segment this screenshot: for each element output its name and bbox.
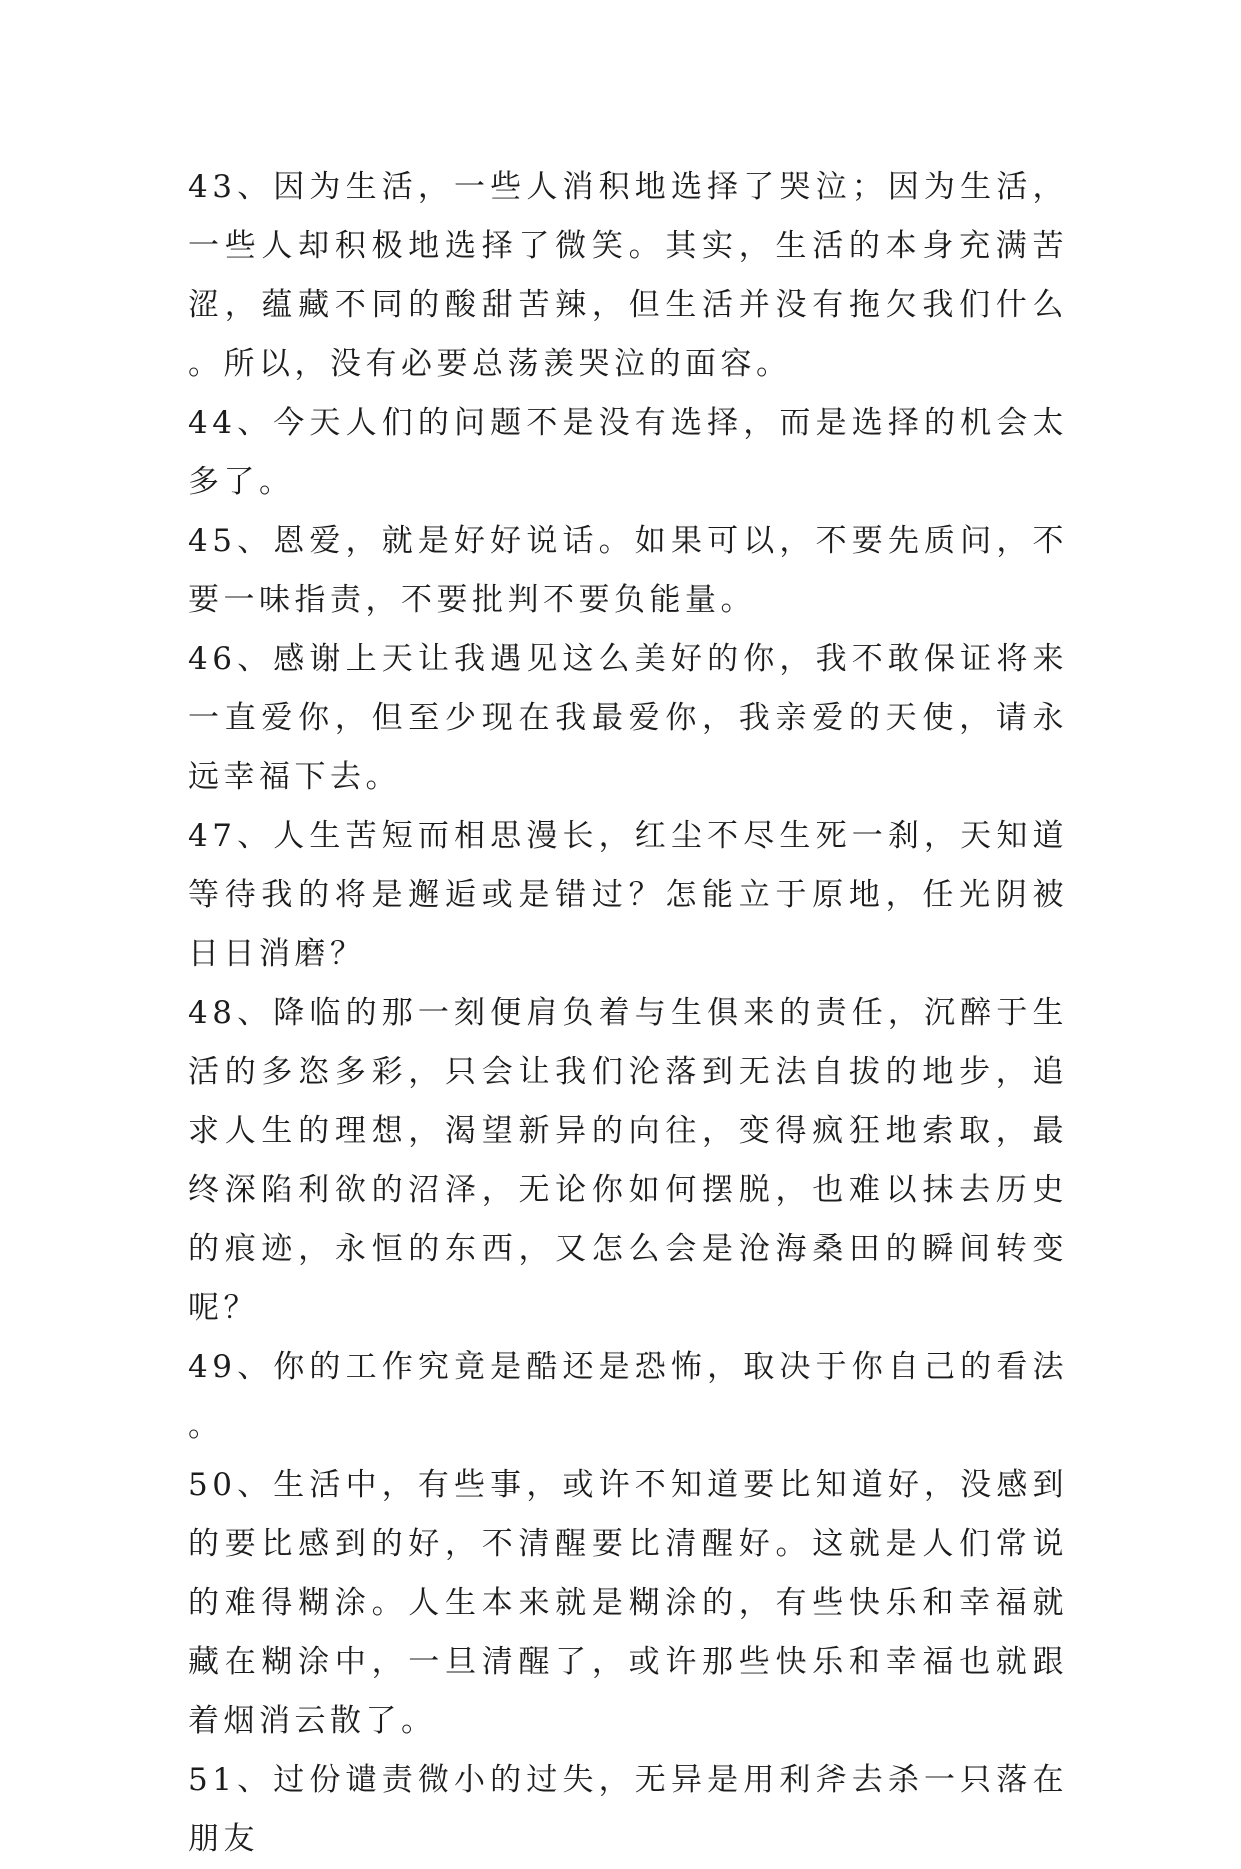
paragraph-51: 51、过份谴责微小的过失，无异是用利斧去杀一只落在朋友 <box>188 1762 1068 1857</box>
paragraph-48: 48、降临的那一刻便肩负着与生俱来的责任，沉醉于生活的多恣多彩，只会让我们沦落到无法自拔的地步，追求人生的理想，渴望新异的向往，变得疯狂地索取，最终深陷利欲的沼泽，无论你如何摆脱，也难以抹去历史的痕迹，永恒的东西，又怎么会是沧海桑田的瞬间转变呢？ <box>188 995 1068 1326</box>
document-body <box>188 158 1068 1869</box>
paragraph-44: 44、今天人们的问题不是没有选择，而是选择的机会太多了。 <box>188 405 1068 500</box>
paragraph-50: 50、生活中，有些事，或许不知道要比知道好，没感到的要比感到的好，不清醒要比清醒好。这就是人们常说的难得糊涂。人生本来就是糊涂的，有些快乐和幸福就藏在糊涂中，一旦清醒了，或许那些快乐和幸福也就跟着烟消云散了。 <box>188 1467 1068 1739</box>
paragraph-43: 43、因为生活，一些人消积地选择了哭泣；因为生活，一些人却积极地选择了微笑。其实，生活的本身充满苦涩，蕴藏不同的酸甜苦辣，但生活并没有拖欠我们什么。所以，没有必要总荡羡哭泣的面容。 <box>188 169 1068 382</box>
paragraph-47: 47、人生苦短而相思漫长，红尘不尽生死一刹，天知道等待我的将是邂逅或是错过？怎能立于原地，任光阴被日日消磨？ <box>188 818 1068 972</box>
paragraph-45: 45、恩爱，就是好好说话。如果可以，不要先质问，不要一味指责，不要批判不要负能量。 <box>188 523 1068 618</box>
paragraph-49: 49、你的工作究竟是酷还是恐怖，取决于你自己的看法。 <box>188 1349 1068 1444</box>
paragraph-46: 46、感谢上天让我遇见这么美好的你，我不敢保证将来一直爱你，但至少现在我最爱你，我亲爱的天使，请永远幸福下去。 <box>188 641 1068 795</box>
